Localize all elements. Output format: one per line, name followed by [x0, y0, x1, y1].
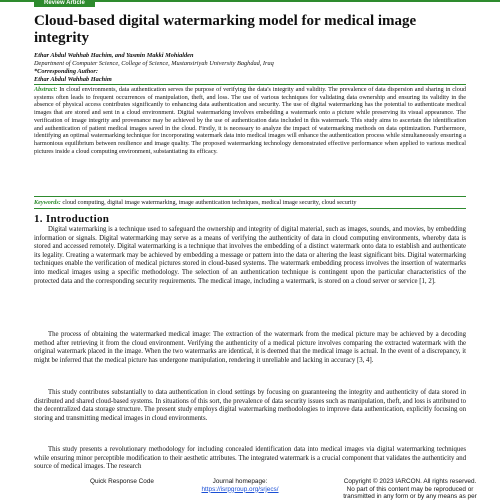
homepage-link[interactable]: https://isrpgroup.org/srjecs/ — [201, 485, 279, 493]
body-paragraph: This study presents a revolutionary methodology for including concealed identification data into medical images via digital watermarking techniques while ensuring minor perceptible modification to their aesthetic attributes. The integrated watermark is a crucial component that validates the authenticity and source of medical images. The research — [34, 446, 466, 471]
copyright-notice — [330, 478, 490, 501]
keywords-block — [34, 199, 466, 207]
abstract-text: In cloud environments, data authentication serves the purpose of verifying the data's integrity and validity. The prevalence of data dispersion and sharing in cloud systems often leads to frequent occurrences of manipulation, theft, and loss. The use of various techniques for validating data ownership and ensuring its validity in the absence of physical access contributes significantly to enhancing data authentication and security. The use of digital watermarking has the potential to authenticate medical images that are stored and sent in a cloud environment. Digital watermarking involves embedding a watermark onto a picture while preserving its visual appearance. The verification of image integrity and provenance may be achieved by the use of authentication data included in this watermark. This study aims to ascertain the identification and authentication of patient medical images saved in the cloud. Firstly, it is necessary to analyze the impact of watermarking methods on data optimization. Furthermore, identifying an optimal watermarking technique for incorporating watermark data into medical images will enhance the authentication process while simultaneously ensuring a harmonious equilibrium between resilience and image quality. The proposed watermarking technology demonstrated effective performance when applied to various medical pictures inside a cloud computing environment, substantiating its efficacy. — [34, 86, 467, 155]
affiliation: Department of Computer Science, College of Science, Mustansiriyah University Baghdad, Iraq — [34, 60, 274, 67]
copyright-line-2: No part of this content may be reproduced or — [346, 485, 474, 493]
abstract-label: Abstract: — [34, 86, 58, 93]
body-paragraph: This study contributes substantially to data authentication in cloud settings by focusing on guaranteeing the integrity and authenticity of data stored in distributed and shared cloud-based systems. In situations of this sort, the prevalence of data security issues such as manipulation, theft, and loss is attributed to the decentralized data storage structure. The present study employs digital watermarking methodologies to improve data authentication, explicitly focusing on storing and transmitting medical images in cloud environments. — [34, 389, 466, 422]
corresponding-author-label: *Corresponding Author: — [34, 68, 98, 75]
journal-homepage — [180, 478, 300, 493]
qr-code-label: Quick Response Code — [90, 478, 154, 485]
section-title: Introduction — [45, 213, 110, 225]
copyright-line-3: transmitted in any form or by any means as per — [343, 493, 477, 500]
abstract-top-rule — [34, 84, 466, 85]
paper-title: Cloud-based digital watermarking model for medical image integrity — [34, 13, 417, 46]
keywords-label: Keywords: — [34, 199, 61, 206]
body-paragraph: The process of obtaining the watermarked medical image: The extraction of the watermark from the medical picture may be achieved by a decoding method after retrieving it from the cloud environment. Verifying the authenticity of a medical picture involves comparing the extracted watermark with the original watermark placed in the image. When the two watermarks are identical, it is deemed that the medical image is actual. In the event of a discrepancy, it might be inferred that the medical picture has undergone manipulation, rendering it unreliable and lacking in accuracy [3, 4]. — [34, 331, 466, 364]
author-list: Ethar Abdul Wahhab Hachim, and Yasmin Makki Mohialden — [34, 52, 194, 59]
homepage-label: Journal homepage: — [212, 478, 268, 485]
section-heading — [34, 213, 109, 225]
section-number: 1. — [34, 213, 43, 225]
abstract-block — [34, 86, 466, 155]
keywords-bottom-rule — [34, 208, 466, 209]
copyright-line-1: Copyright © 2023 IARCON. All rights reserved. — [343, 478, 477, 485]
keywords-text: cloud computing, digital image watermarking, image authentication techniques, medical image security, cloud security — [62, 199, 357, 206]
article-type-badge: Review Article — [34, 0, 95, 7]
abstract-bottom-rule — [34, 196, 466, 197]
body-paragraph: Digital watermarking is a technique used to safeguard the ownership and integrity of digital material, such as images, sounds, and movies, by embedding information or signals. Digital watermarking may serve as a means of verifying the authenticity of data in cloud computing environments, whereby data is stored and accessed remotely. Digital watermarking is a technique that involves the embedding of a distinct watermark onto data to establish and authenticate its legality. Creating a watermark may be achieved by embedding a message or pattern into the data or altering the least significant bits. Digital watermarking techniques enable the verification of medical pictures stored in cloud-based systems. The watermark embedding process involves the insertion of watermarks into medical images using a specific methodology. The selection of an authentication technique is contingent upon the particular characteristics of the protected data and the corresponding security requirements. The medical image, including a watermark, is stored on a cloud server or service [1, 2]. — [34, 226, 466, 285]
corresponding-author-name: Ethar Abdul Wahhab Hachim — [34, 76, 112, 83]
page-footer — [0, 478, 500, 500]
